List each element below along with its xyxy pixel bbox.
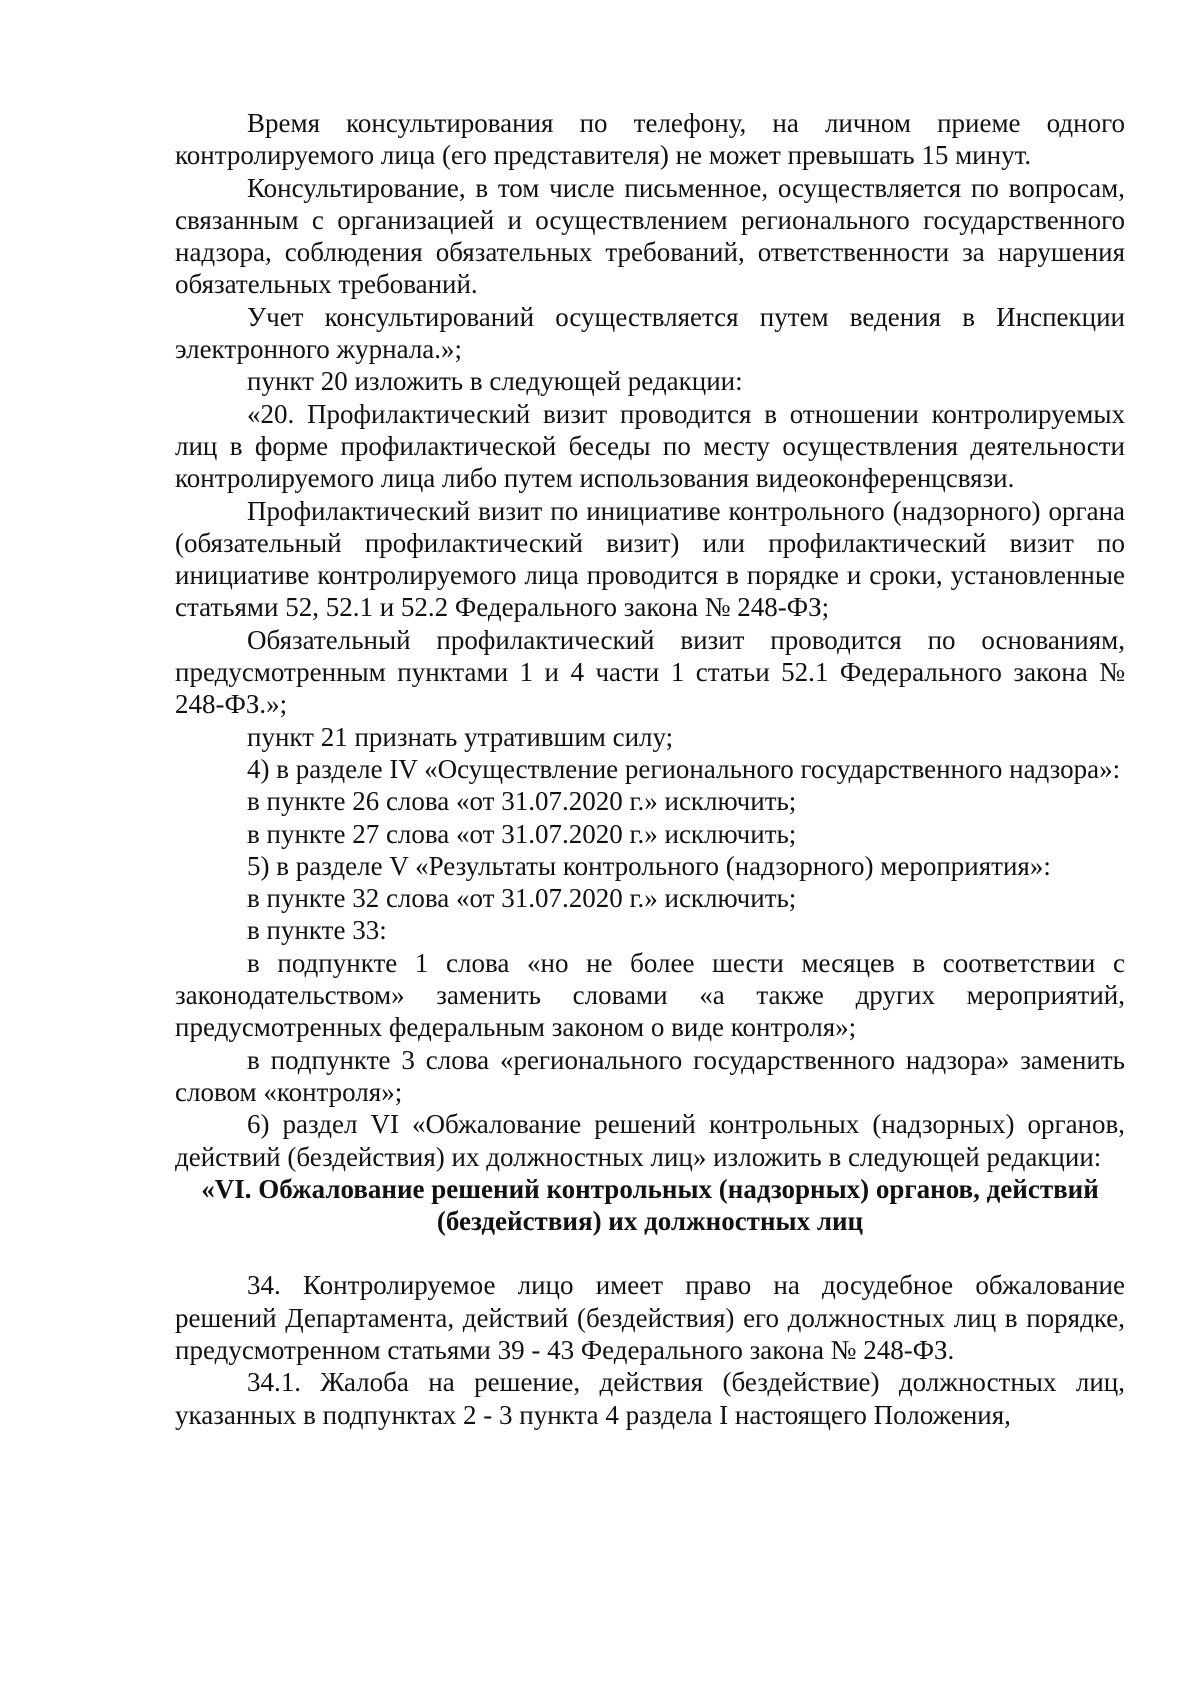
paragraph: в пункте 27 слова «от 31.07.2020 г.» исключить; <box>247 818 797 849</box>
paragraph: в пункте 26 слова «от 31.07.2020 г.» исключить; <box>247 786 797 817</box>
paragraph: 6) раздел VI «Обжалование решений контрольных (надзорных) органов, действий (бездействия) их должностных лиц» изложить в следующей редакции: <box>175 1109 1125 1172</box>
paragraph: Профилактический визит по инициативе контрольного (надзорного) органа (обязательный профилактический визит) или профилактический визит по инициативе контролируемого лица проводится в порядке и сроки, установленные статьями 52, 52.1 и 52.2 Федерального закона № 248-ФЗ; <box>175 495 1125 623</box>
paragraph: в пункте 32 слова «от 31.07.2020 г.» исключить; <box>247 883 797 914</box>
paragraph: Обязательный профилактический визит проводится по основаниям, предусмотренным пунктами 1 и 4 части 1 статьи 52.1 Федерального закона № 248-ФЗ.»; <box>175 624 1125 720</box>
paragraph: «20. Профилактический визит проводится в отношении контролируемых лиц в форме профилактической беседы по месту осуществления деятельности контролируемого лица либо путем использования видеоконференцсвязи. <box>175 398 1125 494</box>
paragraph: Время консультирования по телефону, на личном приеме одного контролируемого лица (его представителя) не может превышать 15 минут. <box>175 108 1125 171</box>
paragraph: Учет консультирований осуществляется путем ведения в Инспекции электронного журнала.»; <box>175 301 1125 365</box>
paragraph: в пункте 33: <box>247 915 387 946</box>
paragraph: пункт 21 признать утратившим силу; <box>247 721 674 752</box>
paragraph: 34. Контролируемое лицо имеет право на досудебное обжалование решений Департамента, действий (бездействия) его должностных лиц в порядке, предусмотренном статьями 39 - 43 Федерального закона № 248-ФЗ. <box>175 1270 1125 1365</box>
paragraph: Консультирование, в том числе письменное, осуществляется по вопросам, связанным с организацией и осуществлением регионального государственного надзора, соблюдения обязательных требований, ответственности за нарушения обязательных требований. <box>175 172 1125 300</box>
document-page <box>175 107 1125 1431</box>
section-heading-line: (бездействия) их должностных лиц <box>436 1206 864 1237</box>
paragraph: пункт 20 изложить в следующей редакции: <box>247 366 743 397</box>
paragraph: 34.1. Жалоба на решение, действия (бездействие) должностных лиц, указанных в подпунктах 2 - 3 пункта 4 раздела I настоящего Положения, <box>175 1367 1125 1430</box>
paragraph: в подпункте 1 слова «но не более шести месяцев в соответствии с законодательством» заменить словами «а также других мероприятий, предусмотренных федеральным законом о виде контроля»; <box>175 947 1125 1043</box>
paragraph: 5) в разделе V «Результаты контрольного (надзорного) мероприятия»: <box>247 850 1051 881</box>
section-heading-line: «VI. Обжалование решений контрольных (надзорных) органов, действий <box>201 1173 1099 1204</box>
paragraph: в подпункте 3 слова «регионального государственного надзора» заменить словом «контроля»; <box>175 1044 1125 1107</box>
section-heading <box>175 1173 1125 1238</box>
paragraph: 4) в разделе IV «Осуществление регионального государственного надзора»: <box>247 753 1121 784</box>
